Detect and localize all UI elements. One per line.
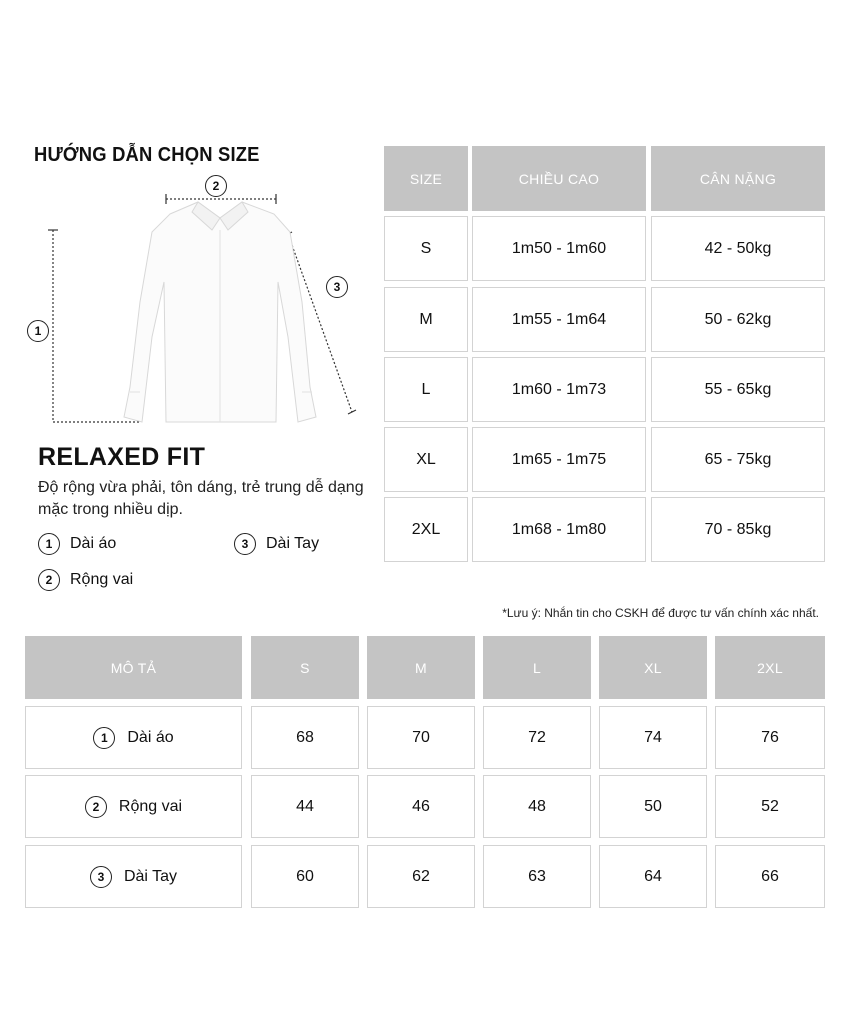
size-table-header-height: CHIỀU CAO [472,146,646,211]
legend-number: 1 [38,533,60,555]
measure-cell: 62 [367,845,475,908]
measure-cell: 63 [483,845,591,908]
size-table-cell: 1m60 - 1m73 [472,357,646,422]
legend-number: 3 [234,533,256,555]
measure-cell: 50 [599,775,707,838]
legend-item-shoulder [38,569,133,591]
size-table-cell: 1m50 - 1m60 [472,216,646,281]
size-table-cell: XL [384,427,468,492]
legend-label: Dài áo [70,535,117,552]
measure-cell: 72 [483,706,591,769]
legend-item-sleeve [234,533,319,555]
measure-cell: 46 [367,775,475,838]
measure-table-header-s: S [251,636,359,699]
marker-shoulder: 2 [205,175,227,197]
size-table-cell: S [384,216,468,281]
measure-cell: 68 [251,706,359,769]
legend-number: 2 [38,569,60,591]
measure-table-header-2xl: 2XL [715,636,825,699]
row-label: Dài Tay [123,867,178,885]
measure-row-label-sleeve [25,845,242,908]
size-table-cell: 1m65 - 1m75 [472,427,646,492]
row-number: 3 [90,866,112,888]
size-table-cell: 1m68 - 1m80 [472,497,646,562]
legend-label: Dài Tay [266,535,320,552]
row-label: Rộng vai [118,797,183,815]
fit-title: RELAXED FIT [38,443,206,471]
measure-cell: 76 [715,706,825,769]
row-label: Dài áo [127,728,174,746]
measure-table-header-desc: MÔ TẢ [25,636,242,699]
measure-cell: 66 [715,845,825,908]
marker-sleeve: 3 [326,276,348,298]
row-number: 2 [85,796,107,818]
size-table-cell: 70 - 85kg [651,497,825,562]
measure-table-header-m: M [367,636,475,699]
measure-row-label-shoulder [25,775,242,838]
consultation-note: *Lưu ý: Nhắn tin cho CSKH để được tư vấn chính xác nhất. [502,606,819,620]
measure-cell: 44 [251,775,359,838]
size-table-cell: 65 - 75kg [651,427,825,492]
legend-item-length [38,533,116,555]
shirt-illustration [124,202,316,422]
size-table-cell: M [384,287,468,352]
size-table-cell: L [384,357,468,422]
measure-cell: 74 [599,706,707,769]
fit-description: Độ rộng vừa phải, tôn dáng, trẻ trung dễ dạng mặc trong nhiều dịp. [38,479,364,518]
size-table-cell: 42 - 50kg [651,216,825,281]
measure-cell: 64 [599,845,707,908]
legend-label: Rộng vai [70,571,134,588]
measure-row-label-length [25,706,242,769]
measure-table-header-l: L [483,636,591,699]
size-table-cell: 50 - 62kg [651,287,825,352]
measure-cell: 48 [483,775,591,838]
size-table-cell: 2XL [384,497,468,562]
measure-cell: 52 [715,775,825,838]
size-table-cell: 55 - 65kg [651,357,825,422]
marker-length: 1 [27,320,49,342]
shirt-diagram [20,172,360,434]
page-title: HƯỚNG DẪN CHỌN SIZE [34,144,260,166]
measure-table-header-xl: XL [599,636,707,699]
size-table-header-size: SIZE [384,146,468,211]
measure-cell: 70 [367,706,475,769]
row-number: 1 [93,727,115,749]
measure-cell: 60 [251,845,359,908]
size-table-cell: 1m55 - 1m64 [472,287,646,352]
size-table-header-weight: CÂN NẶNG [651,146,825,211]
